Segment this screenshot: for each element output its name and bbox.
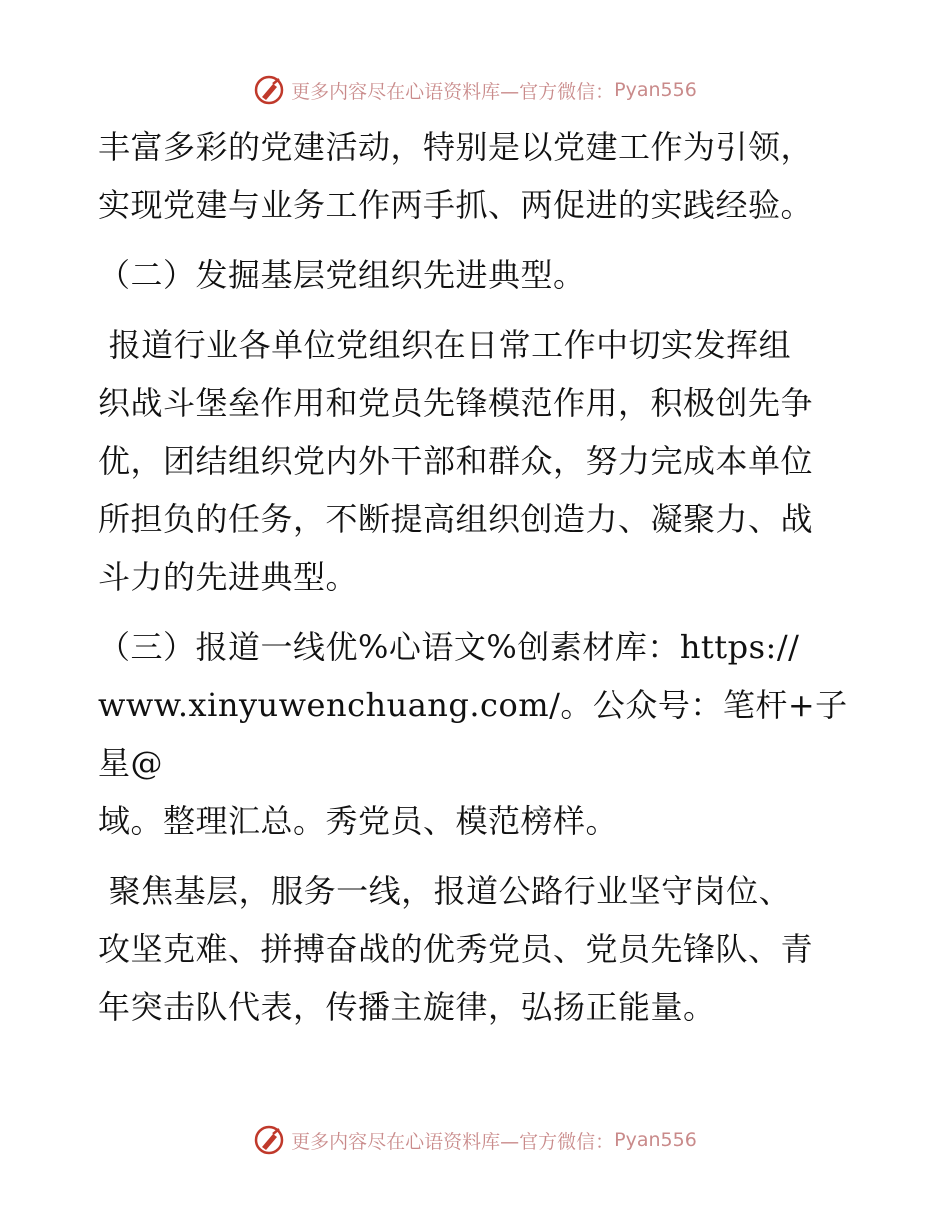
section-heading-3: （三）报道一线优%心语文%创素材库：https:// www.xinyuwenchuang.com/。公众号：笔杆+子星@ 域。整理汇总。秀党员、模范榜样。 [98,628,848,840]
paragraph-1: 丰富多彩的党建活动，特别是以党建工作为引领， 实现党建与业务工作两手抓、两促进的实践经验。 [98,128,814,224]
pen-logo-icon [253,74,285,106]
footer-banner-wechat-id: Pyan556 [614,1129,697,1151]
document-body [98,118,858,1036]
header-watermark-banner [0,70,950,110]
section-heading-2: （二）发掘基层党组织先进典型。 [98,256,586,294]
footer-watermark-banner [0,1120,950,1160]
paragraph-3: 聚焦基层，服务一线，报道公路行业坚守岗位、 攻坚克难、拼搏奋战的优秀党员、党员先锋队、青 年突击队代表，传播主旋律，弘扬正能量。 [98,872,814,1026]
pen-logo-icon [253,1124,285,1156]
header-banner-wechat-id: Pyan556 [614,79,697,101]
paragraph-2: 报道行业各单位党组织在日常工作中切实发挥组 织战斗堡垒作用和党员先锋模范作用，积极创先争 优，团结组织党内外干部和群众，努力完成本单位 所担负的任务，不断提高组织创造力、凝聚力、战 斗力的先进典型。 [98,326,814,596]
header-banner-text: 更多内容尽在心语资料库—官方微信： [291,80,615,103]
footer-banner-text: 更多内容尽在心语资料库—官方微信： [291,1130,615,1153]
